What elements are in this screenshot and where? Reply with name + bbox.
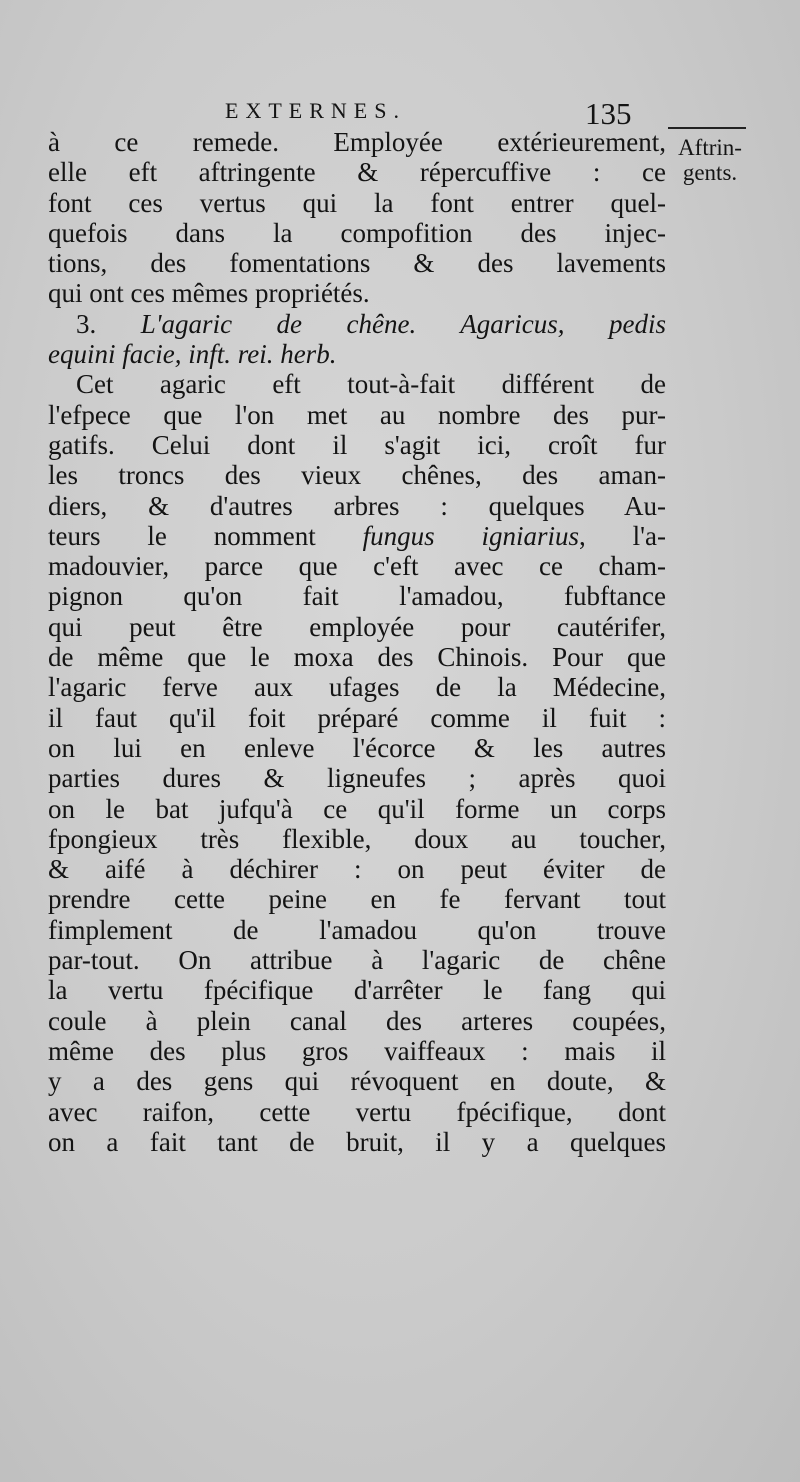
text-line: madouvier, parce que c'eft avec ce cham- (48, 551, 666, 582)
margin-note (668, 135, 752, 185)
text-line: les troncs des vieux chênes, des aman- (48, 460, 666, 491)
page-number: 135 (585, 96, 632, 131)
text-line: de même que le moxa des Chinois. Pour que (48, 642, 666, 673)
text-line: pignon qu'on fait l'amadou, fubftance (48, 581, 666, 612)
text-line: diers, & d'autres arbres : quelques Au- (48, 490, 666, 521)
text-line: qui ont ces mêmes propriétés. (48, 278, 370, 309)
text-line: qui peut être employée pour cautérifer, (48, 611, 666, 642)
latin-name: fungus igniarius (362, 520, 580, 551)
text-line: font ces vertus qui la font entrer quel- (48, 187, 666, 218)
text-line (48, 521, 666, 551)
text-line: il faut qu'il foit préparé comme il fuit : (48, 702, 666, 733)
text-line: Cet agaric eft tout-à-fait différent de (76, 369, 666, 400)
text-line: même des plus gros vaiffeaux : mais il (48, 1035, 666, 1066)
text-line: on a fait tant de bruit, il y a quelques (48, 1126, 666, 1157)
species-number: 3. (76, 308, 97, 339)
text-segment: , l'a- (579, 520, 667, 551)
text-line: coule à plein canal des arteres coupées, (48, 1005, 666, 1036)
body-text (48, 127, 666, 1157)
text-line: l'agaric ferve aux ufages de la Médecine, (48, 672, 666, 703)
text-line: par-tout. On attribue à l'agaric de chêne (48, 945, 666, 976)
text-line: prendre cette peine en fe fervant tout (48, 884, 666, 915)
text-line: on lui en enleve l'écorce & les autres (48, 732, 666, 763)
text-line: & aifé à déchirer : on peut éviter de (48, 854, 666, 885)
species-reference: equini facie, inft. rei. herb. (48, 339, 337, 370)
text-line: avec raifon, cette vertu fpécifique, dont (48, 1096, 666, 1127)
text-line: quefois dans la compofition des injec- (48, 217, 666, 248)
species-name: L'agaric de chêne. Agaricus, pedis (140, 308, 667, 339)
text-line: gatifs. Celui dont il s'agit ici, croît fur (48, 429, 666, 460)
text-line: on le bat jufqu'à ce qu'il forme un corps (48, 793, 666, 824)
text-line: fimplement de l'amadou qu'on trouve (48, 914, 666, 945)
species-heading-line (48, 339, 666, 369)
running-title: EXTERNES. (225, 98, 406, 123)
text-line: tions, des fomentations & des lavements (48, 248, 666, 279)
margin-note-line: gents. (682, 160, 738, 185)
text-segment: teurs le nomment (48, 520, 316, 551)
margin-note-line: Aftrin- (678, 135, 742, 160)
text-line: l'efpece que l'on met au nombre des pur- (48, 399, 666, 430)
text-line: la vertu fpécifique d'arrêter le fang qui (48, 975, 666, 1006)
species-heading-line (48, 309, 666, 339)
text-line: elle eft aftringente & répercuffive : ce (48, 157, 666, 188)
text-line: y a des gens qui révoquent en doute, & (48, 1066, 666, 1097)
text-line: fpongieux très flexible, doux au toucher, (48, 823, 666, 854)
text-line: à ce remede. Employée extérieurement, (48, 127, 666, 157)
margin-rule (668, 127, 746, 129)
text-line: parties dures & ligneufes ; après quoi (48, 763, 666, 794)
